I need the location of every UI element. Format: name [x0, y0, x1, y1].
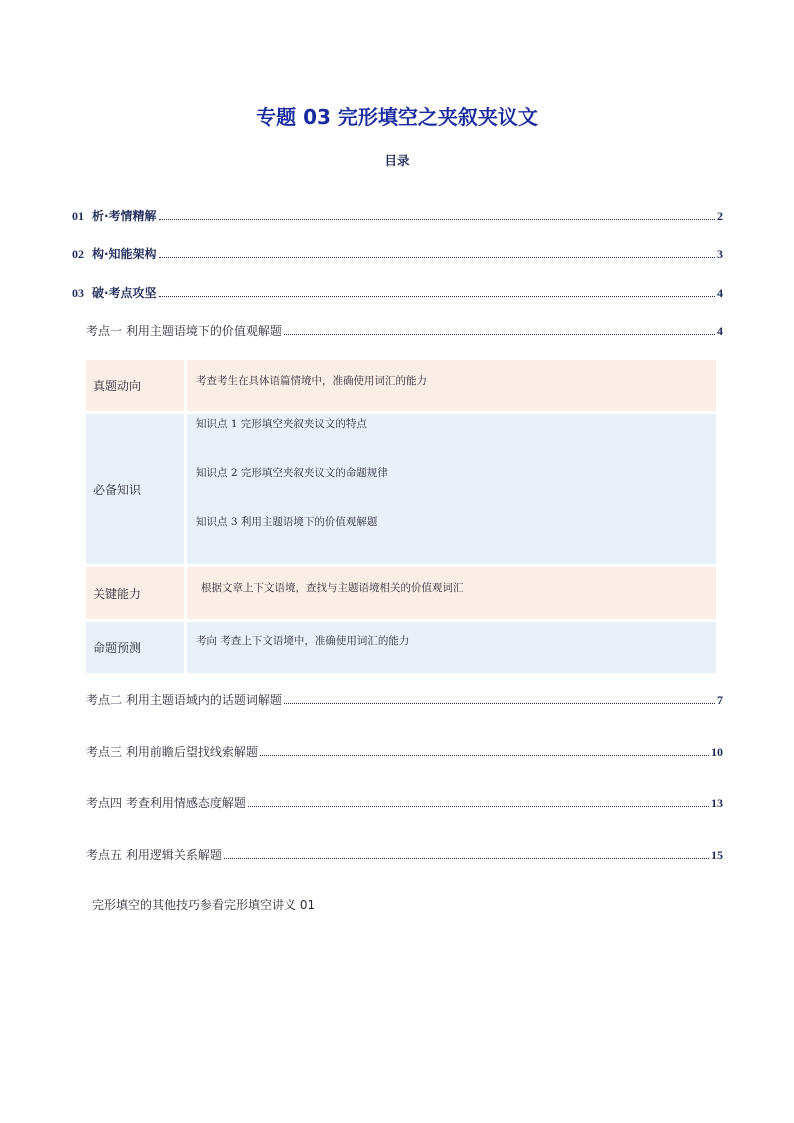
toc-kaodian-4[interactable] [86, 794, 723, 811]
row-content [187, 567, 716, 619]
row-category: 命题预测 [86, 622, 184, 673]
dot-leader [224, 858, 709, 859]
dot-leader [248, 806, 709, 807]
toc-entry-label: 构·知能架构 [92, 247, 157, 261]
toc-kaodian-3[interactable] [86, 743, 723, 760]
row-category: 真题动向 [86, 360, 184, 411]
toc-kaodian-label: 考点一 利用主题语境下的价值观解题 [86, 324, 282, 338]
toc-kaodian-label: 考点五 利用逻辑关系解题 [86, 848, 222, 862]
kaodian-summary-table [86, 360, 716, 676]
row-text: 根据文章上下文语境，查找与主题语境相关的价值观词汇 [201, 581, 464, 594]
document-title: 专题 03 完形填空之夹叙夹议文 [256, 105, 538, 129]
toc-kaodian-2[interactable] [86, 691, 723, 708]
row-content [187, 414, 716, 564]
toc-heading: 目录 [384, 153, 410, 168]
row-text: 考查考生在具体语篇情境中，准确使用词汇的能力 [196, 375, 427, 387]
row-content [187, 360, 716, 411]
row-content [187, 622, 716, 673]
dot-leader [284, 703, 715, 704]
toc-kaodian-page: 7 [717, 693, 723, 707]
toc-entry-label: 破·考点攻坚 [92, 286, 157, 300]
table-row-bibei [86, 414, 716, 564]
table-row-yuce [86, 622, 716, 673]
toc-kaodian-label: 考点二 利用主题语域内的话题词解题 [86, 693, 282, 707]
dot-leader [159, 219, 715, 220]
toc-kaodian-label: 考点三 利用前瞻后望找线索解题 [86, 745, 258, 759]
table-row-zhenti [86, 360, 716, 411]
dot-leader [284, 334, 715, 335]
toc-entry-number: 01 [72, 209, 84, 223]
row-category: 关键能力 [86, 567, 184, 619]
toc-entry-number: 03 [72, 286, 84, 300]
toc-entry-page: 4 [717, 286, 723, 300]
knowledge-point-3: 知识点 3 利用主题语境下的价值观解题 [196, 516, 378, 528]
dot-leader [260, 755, 709, 756]
toc-entry-03[interactable] [72, 284, 723, 301]
table-row-guanjian [86, 567, 716, 619]
toc-entry-02[interactable] [72, 245, 723, 262]
knowledge-point-2: 知识点 2 完形填空夹叙夹议文的命题规律 [196, 467, 388, 479]
knowledge-point-1: 知识点 1 完形填空夹叙夹议文的特点 [196, 418, 367, 430]
row-category: 必备知识 [86, 414, 184, 564]
toc-entry-01[interactable] [72, 207, 723, 224]
toc-kaodian-page: 13 [711, 796, 723, 810]
toc-kaodian-5[interactable] [86, 846, 723, 863]
toc-entry-page: 3 [717, 247, 723, 261]
footnote-other-techniques: 完形填空的其他技巧参看完形填空讲义 01 [92, 898, 316, 912]
toc-kaodian-page: 10 [711, 745, 723, 759]
toc-entry-page: 2 [717, 209, 723, 223]
toc-entry-label: 析·考情精解 [92, 209, 157, 223]
toc-kaodian-label: 考点四 考查利用情感态度解题 [86, 796, 246, 810]
toc-entry-number: 02 [72, 247, 84, 261]
toc-kaodian-1[interactable] [86, 322, 723, 339]
toc-kaodian-page: 15 [711, 848, 723, 862]
dot-leader [159, 257, 715, 258]
row-text: 考向 考查上下文语境中，准确使用词汇的能力 [196, 635, 410, 647]
toc-kaodian-page: 4 [717, 324, 723, 338]
dot-leader [159, 296, 715, 297]
